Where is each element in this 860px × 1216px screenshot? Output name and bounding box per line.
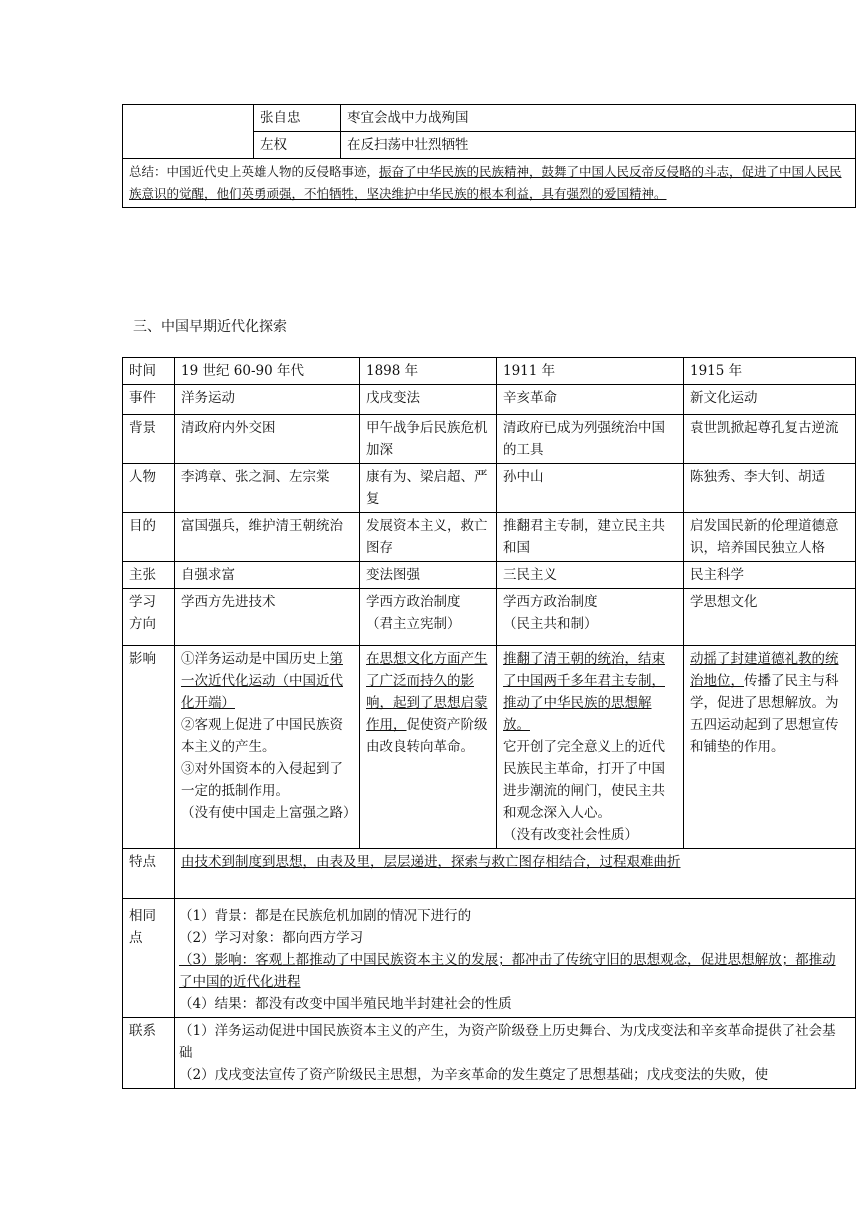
table-row (123, 646, 856, 849)
table-row (123, 159, 856, 208)
impact-underlined: 第一次近代化运动（中国近代化开端） (181, 651, 343, 711)
hero-deed: 枣宜会战中力战殉国 (341, 105, 856, 132)
cell: 陈独秀、李大钊、胡适 (684, 464, 856, 513)
cell: 三民主义 (497, 562, 684, 589)
cell: 辛亥革命 (497, 385, 684, 415)
common-item: （2）学习对象：都向西方学习 (179, 930, 364, 946)
cell: 学西方先进技术 (175, 589, 360, 646)
cell: 康有为、梁启超、严复 (360, 464, 497, 513)
cell (684, 646, 856, 849)
impact-note: （没有使中国走上富强之路） (181, 805, 357, 821)
cell: 变法图强 (360, 562, 497, 589)
cell: 富国强兵，维护清王朝统治 (175, 513, 360, 562)
row-label: 背景 (123, 415, 175, 464)
cell-line: 学西方政治制度 (366, 594, 461, 610)
hero-name: 张自忠 (254, 105, 341, 132)
cell: 自强求富 (175, 562, 360, 589)
table-row (123, 899, 856, 1018)
relation-item: （1）洋务运动促进中国民族资本主义的产生，为资产阶级登上历史舞台、为戊戌变法和辛亥革命提供了社会基础 (179, 1023, 836, 1061)
cell-line: 学西方政治制度 (503, 594, 598, 610)
cell: 1898 年 (360, 358, 497, 385)
heroes-table (122, 104, 856, 208)
table-row (123, 105, 856, 132)
table-row (123, 415, 856, 464)
cell: 甲午战争后民族危机加深 (360, 415, 497, 464)
row-label: 联系 (123, 1018, 175, 1089)
row-label: 影响 (123, 646, 175, 849)
table-row (123, 849, 856, 899)
cell-line: （民主共和制） (503, 616, 598, 632)
common-item: （3）影响：客观上都推动了中国民族资本主义的发展；都冲击了传统守旧的思想观念，促进思想解放；都推动了中国的近代化进程 (179, 952, 836, 990)
impact-underlined: 推翻了清王朝的统治，结束了中国两千多年君主专制，推动了中华民族的思想解放。 (503, 651, 665, 733)
impact-underlined: 动摇了封建道德礼教的统治地位， (690, 651, 839, 689)
cell: 学思想文化 (684, 589, 856, 646)
cell (360, 589, 497, 646)
cell: 清政府已成为列强统治中国的工具 (497, 415, 684, 464)
cell: 1911 年 (497, 358, 684, 385)
common-cell (175, 899, 856, 1018)
section-title: 三、中国早期近代化探索 (133, 319, 287, 335)
cell: 李鸿章、张之洞、左宗棠 (175, 464, 360, 513)
row-label: 特点 (123, 849, 175, 899)
cell (497, 646, 684, 849)
impact-text: 传播了民主与科学，促进了思想解放。为五四运动起到了思想宣传和铺垫的作用。 (690, 673, 839, 755)
cell: 洋务运动 (175, 385, 360, 415)
cell: 袁世凯掀起尊孔复古逆流 (684, 415, 856, 464)
summary-text: 总结：中国近代史上英雄人物的反侵略事迹， (129, 164, 380, 179)
cell (360, 646, 497, 849)
table-row (123, 589, 856, 646)
cell: 孙中山 (497, 464, 684, 513)
cell: 新文化运动 (684, 385, 856, 415)
impact-text: 促使资产阶级由改良转向革命。 (366, 717, 488, 755)
impact-note: （没有改变社会性质） (503, 827, 638, 843)
row-label: 事件 (123, 385, 175, 415)
cell: 戊戌变法 (360, 385, 497, 415)
modernization-table (122, 357, 856, 1089)
row-label: 目的 (123, 513, 175, 562)
cell (497, 589, 684, 646)
table-row (123, 1018, 856, 1089)
row-label: 主张 (123, 562, 175, 589)
row-label: 人物 (123, 464, 175, 513)
impact-text: ③对外国资本的入侵起到了一定的抵制作用。 (181, 761, 343, 799)
cell: 启发国民新的伦理道德意识，培养国民独立人格 (684, 513, 856, 562)
table-row (123, 513, 856, 562)
row-label: 相同点 (123, 899, 175, 1018)
hero-name: 左权 (254, 132, 341, 159)
cell (175, 646, 360, 849)
table-row (123, 358, 856, 385)
row-label: 学习方向 (123, 589, 175, 646)
cell-line: （君主立宪制） (366, 616, 461, 632)
common-item: （4）结果：都没有改变中国半殖民地半封建社会的性质 (179, 996, 512, 1012)
summary-cell (123, 159, 856, 208)
cell: 发展资本主义，救亡图存 (360, 513, 497, 562)
common-item: （1）背景：都是在民族危机加剧的情况下进行的 (179, 908, 472, 924)
feature-cell (175, 849, 856, 899)
cell: 民主科学 (684, 562, 856, 589)
summary-underlined: 振奋了中华民族的民族精神，鼓舞了中国人民反帝反侵略的斗志，促进了中国人民民族意识的觉醒，他们英勇顽强，不怕牺牲，坚决维护中华民族的根本利益，具有强烈的爱国精神。 (129, 164, 842, 201)
cell: 推翻君主专制，建立民主共和国 (497, 513, 684, 562)
cell: 1915 年 (684, 358, 856, 385)
relation-item: （2）戊戌变法宣传了资产阶级民主思想，为辛亥革命的发生奠定了思想基础；戊戌变法的失败，使 (179, 1067, 769, 1083)
table-row (123, 464, 856, 513)
impact-underlined: 在思想文化方面产生了广泛而持久的影响，起到了思想启蒙作用， (366, 651, 488, 733)
feature-text: 由技术到制度到思想，由表及里，层层递进，探索与救亡图存相结合，过程艰难曲折 (181, 854, 681, 870)
impact-text: 它开创了完全意义上的近代民族民主革命，打开了中国进步潮流的闸门，使民主共和观念深入人心。 (503, 739, 665, 821)
table-row (123, 385, 856, 415)
cell: 清政府内外交困 (175, 415, 360, 464)
cell: 19 世纪 60-90 年代 (175, 358, 360, 385)
relation-cell (175, 1018, 856, 1089)
impact-text: ②客观上促进了中国民族资本主义的产生。 (181, 717, 343, 755)
hero-deed: 在反扫荡中壮烈牺牲 (341, 132, 856, 159)
blank-cell (123, 105, 254, 159)
table-row (123, 562, 856, 589)
impact-text: ①洋务运动是中国历史上 (181, 651, 330, 667)
row-label: 时间 (123, 358, 175, 385)
